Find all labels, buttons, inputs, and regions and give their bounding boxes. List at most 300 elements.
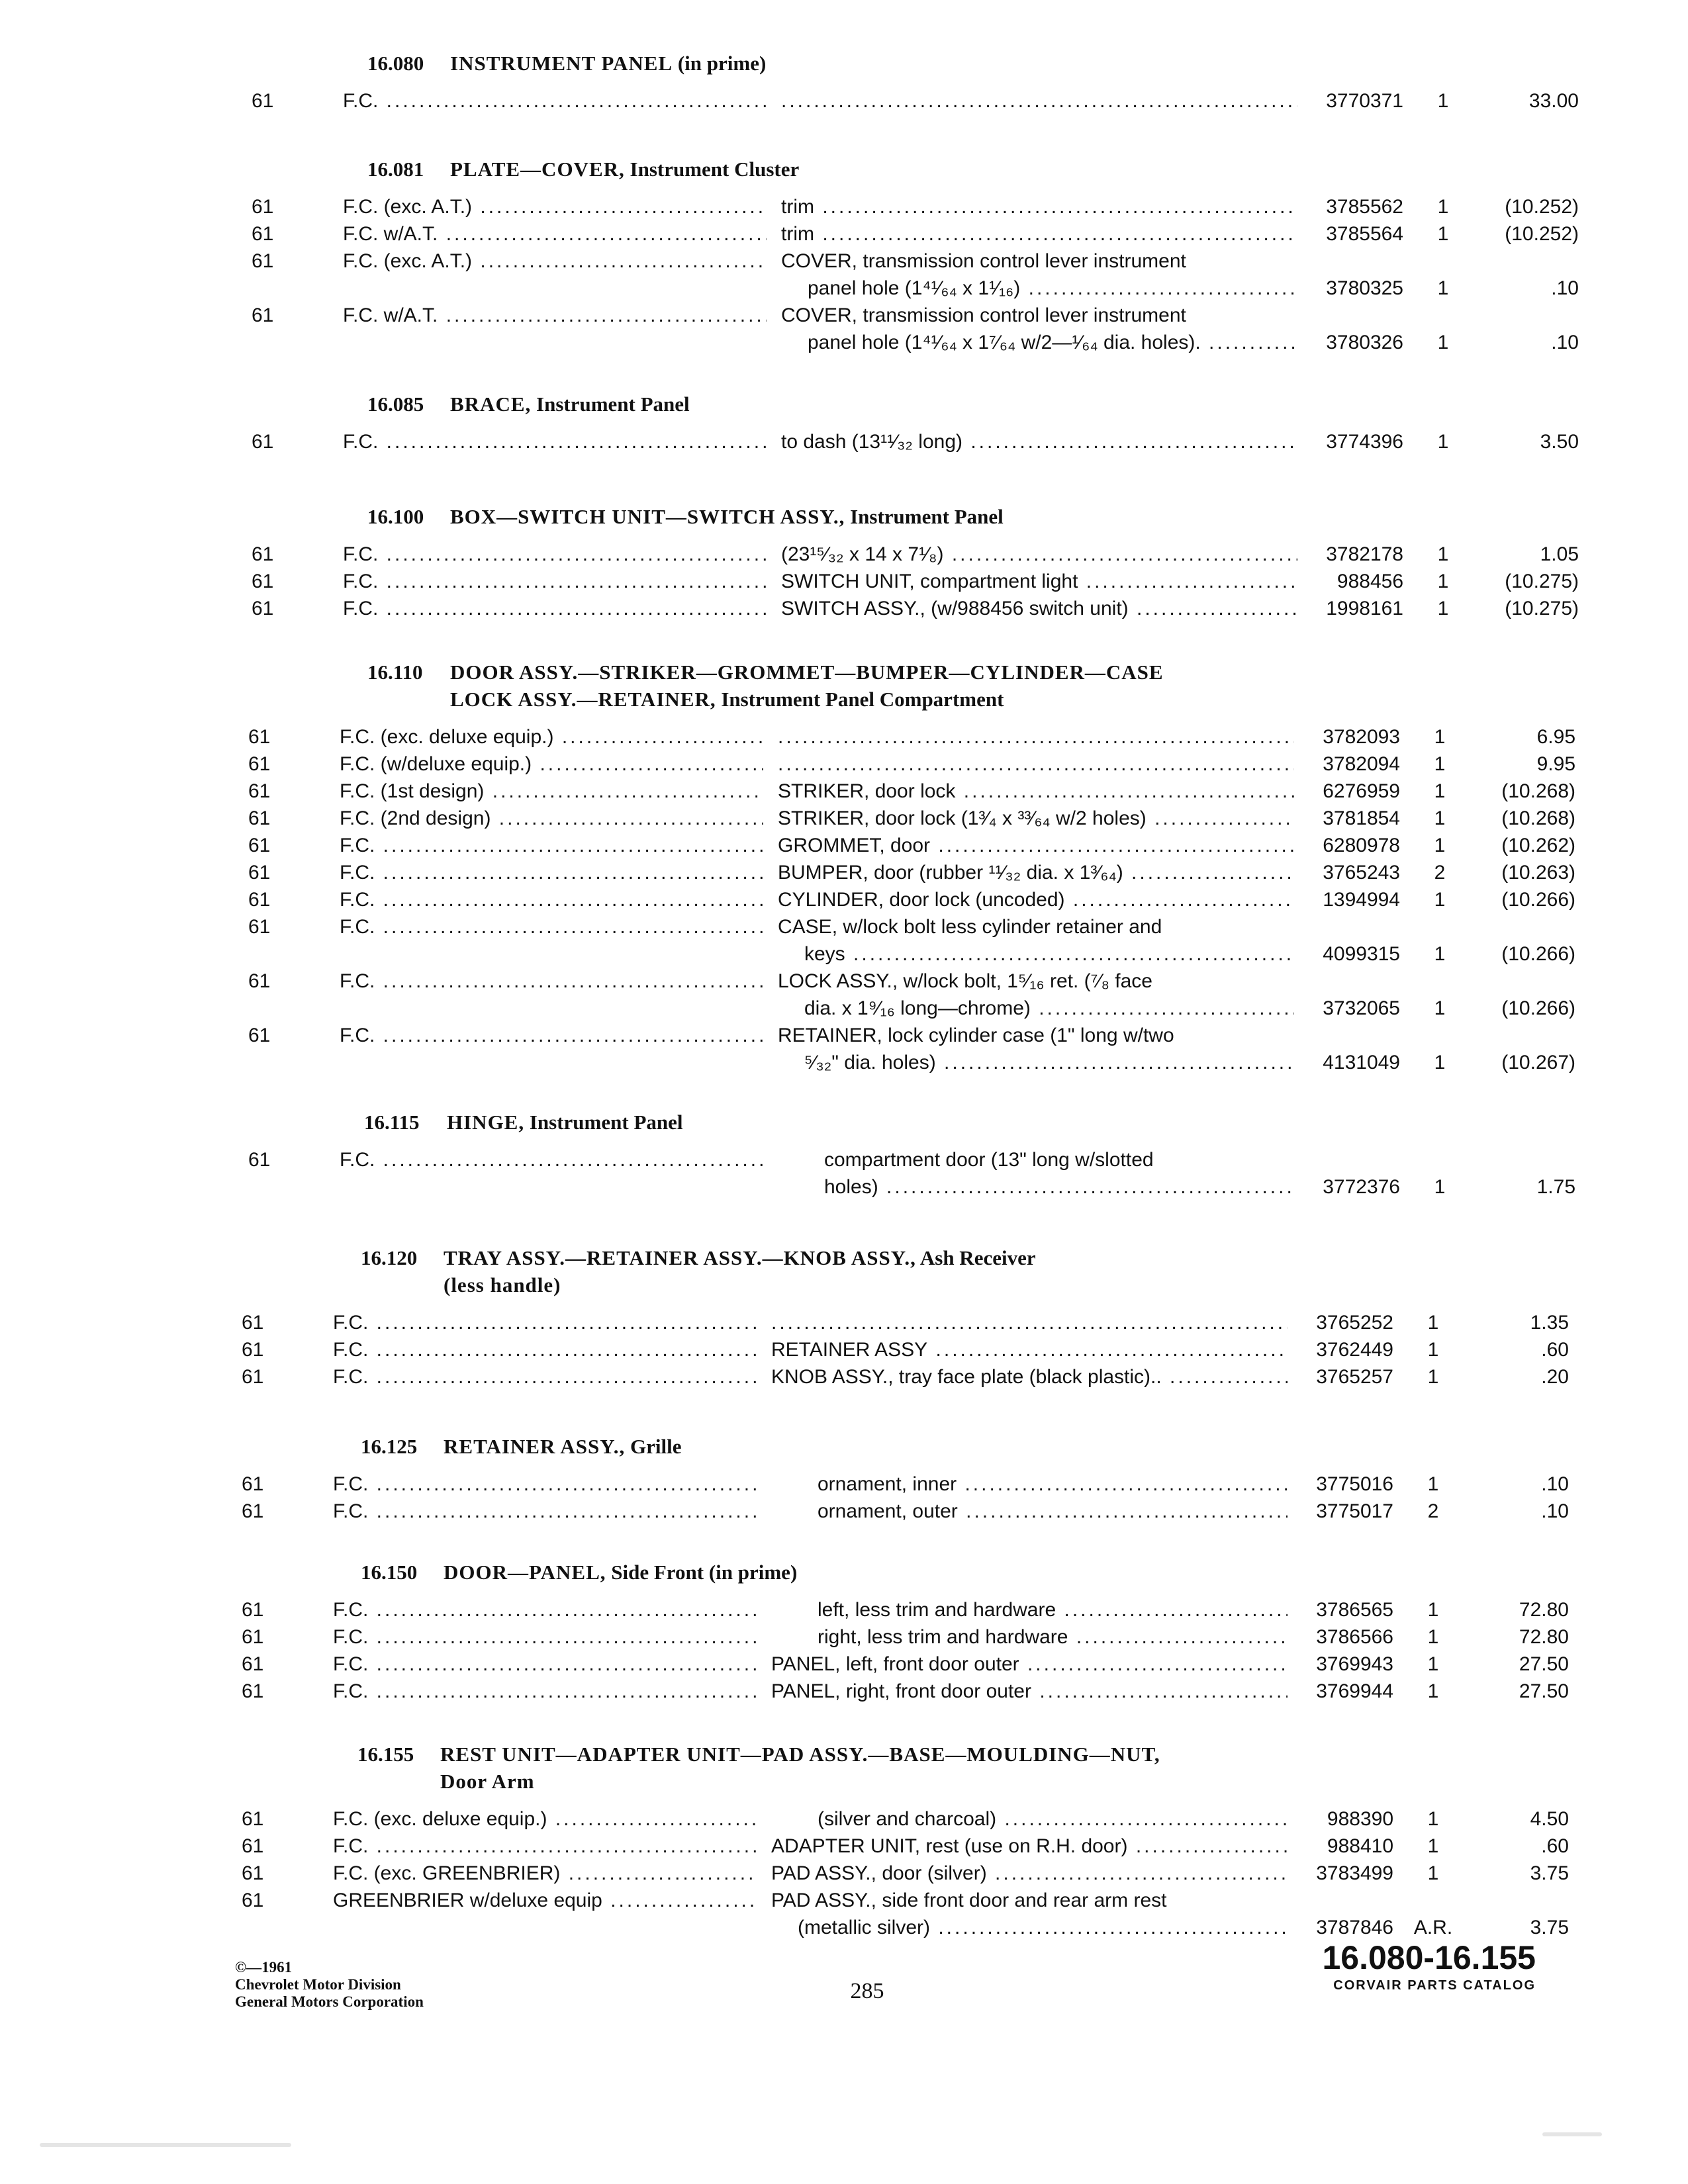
- parts-section: [0, 50, 1688, 114]
- quantity: 1: [1427, 1473, 1439, 1495]
- price: 33.00: [1528, 90, 1579, 112]
- section-title-line2: Door Arm: [440, 1770, 535, 1793]
- section-header: [364, 1109, 1688, 1136]
- part-row: [242, 1363, 1688, 1390]
- part-row: [252, 568, 1688, 595]
- section-title: [450, 156, 1311, 183]
- price: .10: [1541, 1500, 1569, 1522]
- section-title-main: RETAINER ASSY.,: [444, 1435, 626, 1458]
- section-number: 16.100: [367, 505, 424, 528]
- price: 3.75: [1530, 1862, 1569, 1884]
- part-description-line1: compartment door (13" long w/slotted: [824, 1149, 1154, 1171]
- quantity: 1: [1434, 889, 1446, 911]
- section-title: [444, 1559, 1304, 1586]
- part-row: [252, 428, 1688, 455]
- price: (10.275): [1505, 598, 1579, 619]
- model-year: 61: [242, 1473, 264, 1495]
- part-row: [252, 87, 1688, 114]
- quantity: 1: [1427, 1835, 1439, 1857]
- section-number: 16.150: [361, 1561, 418, 1584]
- part-row: [242, 1805, 1688, 1833]
- model-applicability: F.C. .....: [343, 87, 767, 114]
- parts-rows: [252, 193, 1688, 356]
- price: 72.80: [1519, 1626, 1569, 1648]
- price: .20: [1541, 1366, 1569, 1388]
- part-number: 3765257: [1316, 1366, 1393, 1388]
- part-number: 3774396: [1326, 431, 1403, 453]
- part-number: 3765252: [1316, 1312, 1393, 1334]
- quantity: 1: [1437, 332, 1449, 353]
- part-description-line2: panel hole (1⁴¹⁄₆₄ x 1⁷⁄₆₄ w/2—¹⁄₆₄ dia. holes). .....: [781, 329, 1297, 356]
- part-description: SWITCH UNIT, compartment light .....: [781, 568, 1297, 595]
- part-number: 3769944: [1316, 1680, 1393, 1702]
- part-row: [242, 1623, 1688, 1651]
- quantity: 1: [1427, 1312, 1439, 1334]
- part-description: [778, 913, 1294, 968]
- price: 1.05: [1540, 543, 1579, 565]
- parts-rows: [252, 87, 1688, 114]
- model-applicability: F.C. .....: [333, 1623, 757, 1651]
- model-applicability: F.C. (exc. deluxe equip.) .....: [333, 1805, 757, 1833]
- part-description: [778, 1146, 1294, 1201]
- price: (10.263): [1501, 862, 1575, 884]
- model-year: 61: [248, 970, 271, 992]
- quantity: 1: [1434, 753, 1446, 775]
- part-description: (silver and charcoal) .....: [771, 1805, 1288, 1833]
- part-row: [242, 1596, 1688, 1623]
- section-header: [357, 1741, 1688, 1795]
- part-description-line2: (metallic silver) .....: [771, 1914, 1288, 1941]
- part-number: 3770371: [1326, 90, 1403, 112]
- quantity: 1: [1437, 570, 1449, 592]
- model-year: 61: [242, 1889, 264, 1911]
- section-header: [367, 503, 1688, 530]
- part-number: 3775017: [1316, 1500, 1393, 1522]
- quantity: 1: [1434, 807, 1446, 829]
- parts-section: [0, 1559, 1688, 1705]
- model-applicability: F.C. (exc. A.T.) .....: [343, 193, 767, 220]
- part-row: [242, 1833, 1688, 1860]
- part-description: ornament, inner .....: [771, 1471, 1288, 1498]
- model-year: 61: [242, 1862, 264, 1884]
- model-applicability: F.C. .....: [333, 1309, 757, 1336]
- part-number: 1394994: [1323, 889, 1400, 911]
- price: 3.75: [1530, 1917, 1569, 1938]
- part-row: [248, 886, 1688, 913]
- section-title: [450, 659, 1311, 713]
- part-number: 3781854: [1323, 807, 1400, 829]
- section-title-main: BOX—SWITCH UNIT—SWITCH ASSY.,: [450, 505, 845, 528]
- quantity: 1: [1427, 1653, 1439, 1675]
- parts-section: [0, 1741, 1688, 1941]
- part-number: 3762449: [1316, 1339, 1393, 1361]
- section-range: 16.080-16.155: [1322, 1939, 1536, 1976]
- section-title-line2-suffix: Instrument Panel Compartment: [716, 688, 1004, 711]
- quantity: 1: [1434, 1176, 1446, 1198]
- model-year: 61: [242, 1835, 264, 1857]
- part-row: [242, 1887, 1688, 1941]
- section-header: [361, 1559, 1688, 1586]
- parts-rows: [242, 1471, 1688, 1525]
- quantity: 1: [1437, 90, 1449, 112]
- model-year: 61: [252, 431, 274, 453]
- part-description-line2: ⁵⁄₃₂" dia. holes) .....: [778, 1049, 1294, 1076]
- quantity: 1: [1427, 1808, 1439, 1830]
- part-row: [252, 248, 1688, 302]
- part-description-line1: COVER, transmission control lever instrument: [781, 250, 1186, 272]
- part-description: [778, 751, 1294, 778]
- part-row: [242, 1678, 1688, 1705]
- part-description: [781, 248, 1297, 302]
- part-number: 3787846: [1316, 1917, 1393, 1938]
- model-applicability: F.C. (2nd design) .....: [340, 805, 763, 832]
- part-number: 3786565: [1316, 1599, 1393, 1621]
- part-row: [248, 913, 1688, 968]
- footer-copyright-block: [235, 1959, 424, 2011]
- quantity: 2: [1434, 862, 1446, 884]
- part-row: [248, 778, 1688, 805]
- parts-rows: [242, 1309, 1688, 1390]
- part-row: [252, 302, 1688, 356]
- part-row: [252, 220, 1688, 248]
- part-description: STRIKER, door lock .....: [778, 778, 1294, 805]
- parts-rows: [242, 1596, 1688, 1705]
- model-applicability: F.C. (exc. A.T.) .....: [343, 248, 767, 275]
- part-number: 3765243: [1323, 862, 1400, 884]
- model-applicability: F.C. .....: [343, 595, 767, 622]
- model-applicability: F.C. (1st design) .....: [340, 778, 763, 805]
- section-number: 16.085: [367, 392, 424, 416]
- price: .60: [1541, 1339, 1569, 1361]
- section-title-main: PLATE—COVER,: [450, 158, 625, 181]
- section-title-main: INSTRUMENT PANEL: [450, 52, 673, 75]
- part-description-line2: holes) .....: [778, 1173, 1294, 1201]
- model-applicability: F.C. w/A.T. .....: [343, 302, 767, 329]
- part-number: 3780325: [1326, 277, 1403, 299]
- part-number: 6276959: [1323, 780, 1400, 802]
- part-number: 988390: [1327, 1808, 1393, 1830]
- model-applicability: F.C. .....: [340, 1146, 763, 1173]
- quantity: 1: [1427, 1366, 1439, 1388]
- model-applicability: F.C. .....: [333, 1363, 757, 1390]
- price: (10.252): [1505, 223, 1579, 245]
- section-title-suffix: (in prime): [673, 52, 767, 75]
- part-row: [248, 968, 1688, 1022]
- parts-rows: [248, 1146, 1688, 1201]
- part-number: 3783499: [1316, 1862, 1393, 1884]
- parts-section: [0, 1433, 1688, 1525]
- model-year: 61: [242, 1680, 264, 1702]
- model-applicability: F.C. (exc. deluxe equip.) .....: [340, 723, 763, 751]
- model-year: 61: [252, 223, 274, 245]
- model-applicability: GREENBRIER w/deluxe equip .....: [333, 1887, 757, 1914]
- part-description: trim .....: [781, 220, 1297, 248]
- parts-rows: [248, 723, 1688, 1076]
- model-applicability: F.C. .....: [340, 968, 763, 995]
- part-row: [242, 1309, 1688, 1336]
- part-description: BUMPER, door (rubber ¹¹⁄₃₂ dia. x 1³⁄₆₄) .....: [778, 859, 1294, 886]
- section-title-suffix: Grille: [625, 1435, 682, 1458]
- parts-section: [0, 659, 1688, 1076]
- price: .10: [1541, 1473, 1569, 1495]
- model-applicability: F.C. .....: [343, 541, 767, 568]
- quantity: 1: [1434, 726, 1446, 748]
- section-title-suffix: Instrument Cluster: [624, 158, 800, 181]
- footer-range-block: [1258, 1939, 1536, 1995]
- quantity: 2: [1427, 1500, 1439, 1522]
- model-year: 61: [248, 753, 271, 775]
- part-description-line2: keys .....: [778, 940, 1294, 968]
- price: (10.275): [1505, 570, 1579, 592]
- part-number: 3782093: [1323, 726, 1400, 748]
- price: 27.50: [1519, 1653, 1569, 1675]
- model-applicability: F.C. .....: [333, 1678, 757, 1705]
- model-year: 61: [242, 1366, 264, 1388]
- copyright: ©—1961: [235, 1959, 293, 1976]
- price: 1.35: [1530, 1312, 1569, 1334]
- part-row: [248, 1022, 1688, 1076]
- section-title: [450, 503, 1311, 530]
- model-applicability: F.C. .....: [340, 859, 763, 886]
- price: (10.266): [1501, 889, 1575, 911]
- part-row: [248, 1146, 1688, 1201]
- model-year: 61: [248, 807, 271, 829]
- part-number: 3732065: [1323, 997, 1400, 1019]
- model-year: 61: [252, 304, 274, 326]
- part-row: [252, 541, 1688, 568]
- quantity: 1: [1427, 1680, 1439, 1702]
- model-applicability: F.C. .....: [333, 1596, 757, 1623]
- part-description-line1: LOCK ASSY., w/lock bolt, 1⁵⁄₁₆ ret. (⁷⁄₈ face: [778, 970, 1152, 992]
- price: (10.252): [1505, 196, 1579, 218]
- model-year: 61: [242, 1599, 264, 1621]
- section-title-main: HINGE,: [447, 1111, 525, 1134]
- part-description: to dash (13¹¹⁄₃₂ long) .....: [781, 428, 1297, 455]
- part-number: 3775016: [1316, 1473, 1393, 1495]
- part-number: 3785564: [1326, 223, 1403, 245]
- model-applicability: F.C. .....: [340, 886, 763, 913]
- quantity: 1: [1434, 835, 1446, 856]
- section-header: [361, 1433, 1688, 1460]
- section-number: 16.081: [367, 158, 424, 181]
- price: (10.266): [1501, 943, 1575, 965]
- part-number: 3785562: [1326, 196, 1403, 218]
- section-title-suffix: Instrument Panel: [524, 1111, 683, 1134]
- section-title: [444, 1244, 1304, 1298]
- model-year: 61: [242, 1312, 264, 1334]
- model-year: 61: [242, 1500, 264, 1522]
- quantity: 1: [1437, 543, 1449, 565]
- section-header: [367, 390, 1688, 418]
- parts-section: [0, 390, 1688, 455]
- part-description-line1: PAD ASSY., side front door and rear arm rest: [771, 1889, 1167, 1911]
- part-number: 3786566: [1316, 1626, 1393, 1648]
- part-row: [242, 1651, 1688, 1678]
- model-year: 61: [252, 570, 274, 592]
- catalog-name: CORVAIR PARTS CATALOG: [1333, 1978, 1536, 1993]
- part-number: 1998161: [1326, 598, 1403, 619]
- section-number: 16.155: [357, 1743, 414, 1766]
- part-description: RETAINER ASSY .....: [771, 1336, 1288, 1363]
- part-row: [242, 1498, 1688, 1525]
- part-description: PAD ASSY., door (silver) .....: [771, 1860, 1288, 1887]
- section-number: 16.080: [367, 52, 424, 75]
- section-header: [367, 659, 1688, 713]
- price: 4.50: [1530, 1808, 1569, 1830]
- price: .10: [1551, 277, 1579, 299]
- part-description-line1: COVER, transmission control lever instrument: [781, 304, 1186, 326]
- model-applicability: F.C. (exc. GREENBRIER) .....: [333, 1860, 757, 1887]
- quantity: 1: [1434, 1052, 1446, 1073]
- model-applicability: F.C. .....: [343, 568, 767, 595]
- quantity: 1: [1427, 1599, 1439, 1621]
- part-description-line2: panel hole (1⁴¹⁄₆₄ x 1¹⁄₁₆) .....: [781, 275, 1297, 302]
- section-title: [450, 50, 1311, 77]
- part-description: [771, 1309, 1288, 1336]
- part-description: [771, 1887, 1288, 1941]
- division: Chevrolet Motor Division: [235, 1976, 401, 1993]
- model-applicability: F.C. .....: [333, 1498, 757, 1525]
- section-header: [367, 156, 1688, 183]
- section-number: 16.115: [364, 1111, 420, 1134]
- quantity: 1: [1427, 1862, 1439, 1884]
- part-description-line1: CASE, w/lock bolt less cylinder retainer and: [778, 916, 1162, 938]
- price: .60: [1541, 1835, 1569, 1857]
- part-description: [778, 968, 1294, 1022]
- model-applicability: F.C. .....: [333, 1471, 757, 1498]
- part-row: [252, 595, 1688, 622]
- part-row: [248, 859, 1688, 886]
- section-number: 16.110: [367, 660, 423, 684]
- model-applicability: F.C. .....: [340, 832, 763, 859]
- section-title-main: TRAY ASSY.—RETAINER ASSY.—KNOB ASSY.,: [444, 1246, 916, 1269]
- part-description: PANEL, left, front door outer .....: [771, 1651, 1288, 1678]
- price: 27.50: [1519, 1680, 1569, 1702]
- parts-section: [0, 1244, 1688, 1390]
- model-applicability: F.C. .....: [340, 913, 763, 940]
- section-title-main: DOOR—PANEL,: [444, 1561, 606, 1584]
- quantity: 1: [1434, 780, 1446, 802]
- section-title: [444, 1433, 1304, 1460]
- part-description: CYLINDER, door lock (uncoded) .....: [778, 886, 1294, 913]
- model-year: 61: [252, 598, 274, 619]
- model-applicability: F.C. .....: [333, 1651, 757, 1678]
- model-applicability: F.C. w/A.T. .....: [343, 220, 767, 248]
- model-year: 61: [252, 196, 274, 218]
- part-description: SWITCH ASSY., (w/988456 switch unit) .....: [781, 595, 1297, 622]
- parts-rows: [242, 1805, 1688, 1941]
- parts-section: [0, 1109, 1688, 1201]
- model-year: 61: [248, 780, 271, 802]
- model-year: 61: [252, 90, 274, 112]
- part-number: 988410: [1327, 1835, 1393, 1857]
- quantity: 1: [1434, 997, 1446, 1019]
- quantity: 1: [1427, 1626, 1439, 1648]
- price: (10.267): [1501, 1052, 1575, 1073]
- part-description-line2: dia. x 1⁹⁄₁₆ long—chrome) .....: [778, 995, 1294, 1022]
- model-year: 61: [248, 916, 271, 938]
- part-row: [252, 193, 1688, 220]
- model-year: 61: [242, 1626, 264, 1648]
- section-title-line2: LOCK ASSY.—RETAINER,: [450, 688, 716, 711]
- part-description: [778, 1022, 1294, 1076]
- quantity: A.R.: [1413, 1917, 1453, 1938]
- scan-smudge: [1542, 2132, 1602, 2136]
- parts-rows: [252, 541, 1688, 622]
- model-year: 61: [242, 1808, 264, 1830]
- scan-smudge: [40, 2143, 291, 2147]
- part-row: [248, 832, 1688, 859]
- section-title: [447, 1109, 1307, 1136]
- section-number: 16.120: [361, 1246, 418, 1269]
- model-year: 61: [248, 726, 271, 748]
- model-applicability: F.C. .....: [333, 1833, 757, 1860]
- part-row: [242, 1860, 1688, 1887]
- model-year: 61: [248, 862, 271, 884]
- part-row: [248, 805, 1688, 832]
- part-description: (23¹⁵⁄₃₂ x 14 x 7¹⁄₈) .....: [781, 541, 1297, 568]
- part-number: 3772376: [1323, 1176, 1400, 1198]
- model-applicability: F.C. .....: [343, 428, 767, 455]
- section-title-suffix: Ash Receiver: [915, 1246, 1036, 1269]
- section-number: 16.125: [361, 1435, 418, 1458]
- part-row: [242, 1336, 1688, 1363]
- price: 1.75: [1536, 1176, 1575, 1198]
- price: (10.266): [1501, 997, 1575, 1019]
- model-year: 61: [242, 1339, 264, 1361]
- section-title-line2: (less handle): [444, 1273, 561, 1297]
- section-title-main: REST UNIT—ADAPTER UNIT—PAD ASSY.—BASE—MOULDING—NUT,: [440, 1743, 1160, 1766]
- model-applicability: F.C. .....: [333, 1336, 757, 1363]
- model-applicability: F.C. .....: [340, 1022, 763, 1049]
- model-year: 61: [248, 889, 271, 911]
- corporation: General Motors Corporation: [235, 1993, 424, 2010]
- part-row: [242, 1471, 1688, 1498]
- part-number: 4099315: [1323, 943, 1400, 965]
- part-number: 3780326: [1326, 332, 1403, 353]
- part-number: 4131049: [1323, 1052, 1400, 1073]
- part-description: KNOB ASSY., tray face plate (black plastic).. .....: [771, 1363, 1288, 1390]
- price: .10: [1551, 332, 1579, 353]
- model-year: 61: [252, 250, 274, 272]
- part-number: 3769943: [1316, 1653, 1393, 1675]
- quantity: 1: [1434, 943, 1446, 965]
- part-number: 988456: [1336, 570, 1403, 592]
- model-year: 61: [242, 1653, 264, 1675]
- parts-rows: [252, 428, 1688, 455]
- part-description: PANEL, right, front door outer .....: [771, 1678, 1288, 1705]
- model-year: 61: [248, 835, 271, 856]
- part-description: [778, 723, 1294, 751]
- part-description: left, less trim and hardware .....: [771, 1596, 1288, 1623]
- price: (10.262): [1501, 835, 1575, 856]
- part-description: ornament, outer .....: [771, 1498, 1288, 1525]
- model-year: 61: [248, 1024, 271, 1046]
- quantity: 1: [1437, 223, 1449, 245]
- part-description: [781, 87, 1297, 114]
- quantity: 1: [1437, 431, 1449, 453]
- model-year: 61: [248, 1149, 271, 1171]
- page-number: 285: [850, 1979, 884, 2003]
- price: 9.95: [1536, 753, 1575, 775]
- part-description: STRIKER, door lock (1³⁄₄ x ³³⁄₆₄ w/2 holes) .....: [778, 805, 1294, 832]
- price: 72.80: [1519, 1599, 1569, 1621]
- part-description: ADAPTER UNIT, rest (use on R.H. door) .....: [771, 1833, 1288, 1860]
- quantity: 1: [1427, 1339, 1439, 1361]
- section-header: [367, 50, 1688, 77]
- section-header: [361, 1244, 1688, 1298]
- section-title: [450, 390, 1311, 418]
